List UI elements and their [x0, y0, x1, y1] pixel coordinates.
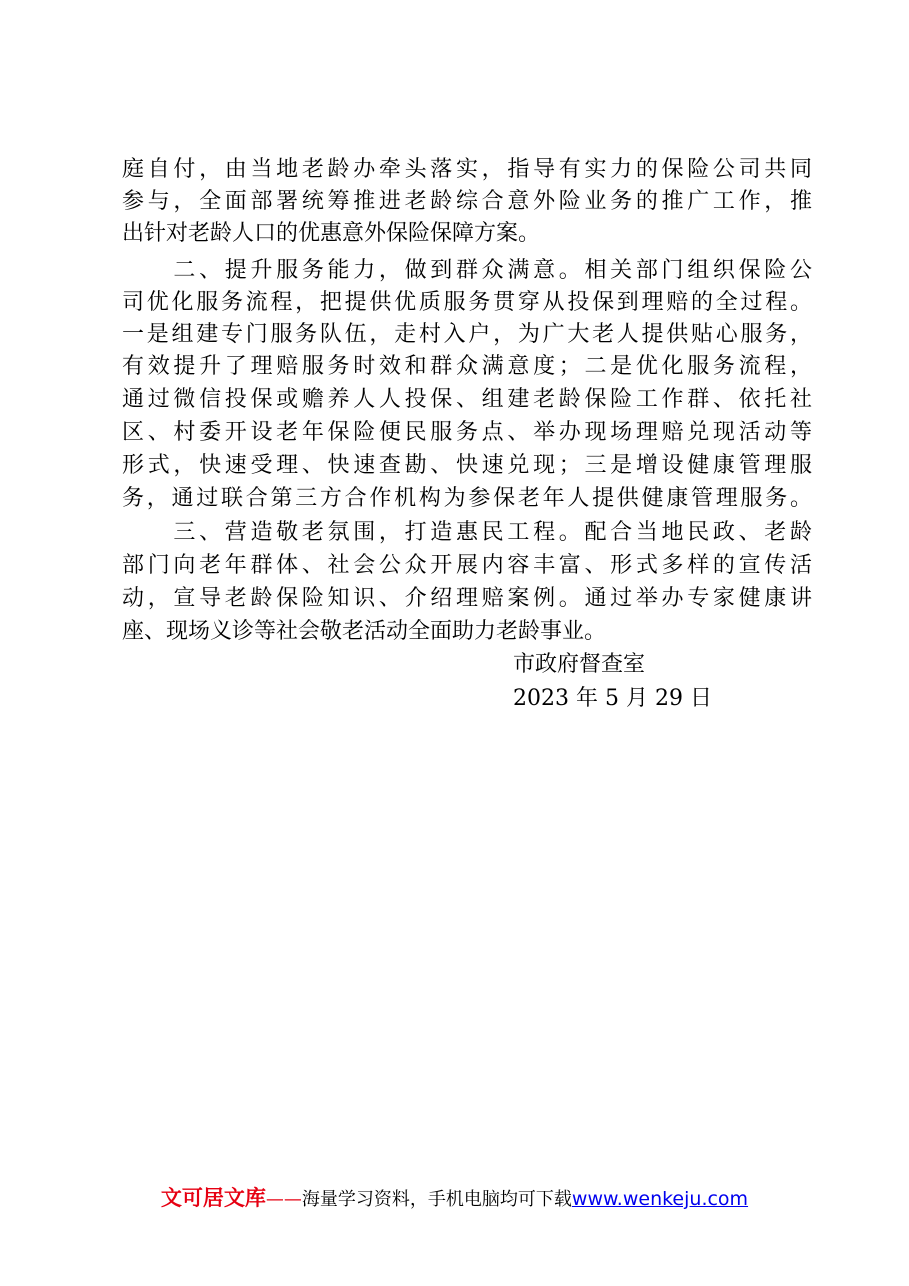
body-line-2: 参与，全面部署统筹推进老龄综合意外险业务的推广工作，推: [122, 189, 812, 214]
body-line-6: 一是组建专门服务队伍，走村入户，为广大老人提供贴心服务，: [122, 322, 812, 347]
body-line-9: 区、村委开设老年保险便民服务点、举办现场理赔兑现活动等: [122, 420, 812, 445]
body-line-7: 有效提升了理赔服务时效和群众满意度；二是优化服务流程，: [122, 354, 812, 379]
body-line-13: 部门向老年群体、社会公众开展内容丰富、形式多样的宣传活: [122, 553, 812, 578]
body-line-10: 形式，快速受理、快速查勘、快速兑现；三是增设健康管理服: [122, 453, 812, 478]
body-line-15: 座、现场义诊等社会敬老活动全面助力老龄事业。: [122, 619, 607, 644]
body-line-8: 通过微信投保或赡养人人投保、组建老龄保险工作群、依托社: [122, 387, 812, 412]
footer-separator: ——: [265, 1189, 302, 1210]
body-line-14: 动，宣导老龄保险知识、介绍理赔案例。通过举办专家健康讲: [122, 586, 812, 611]
body-line-4: 二、提升服务能力，做到群众满意。相关部门组织保险公: [122, 258, 812, 283]
footer-banner: [0, 1182, 909, 1212]
signature-date: 2023 年 5 月 29 日: [513, 686, 712, 711]
signature-office: 市政府督查室: [513, 652, 646, 677]
body-line-11: 务，通过联合第三方合作机构为参保老年人提供健康管理服务。: [122, 486, 812, 511]
body-line-3: 出针对老龄人口的优惠意外保险保障方案。: [122, 221, 541, 246]
body-line-1: 庭自付，由当地老龄办牵头落实，指导有实力的保险公司共同: [122, 157, 812, 182]
body-line-12: 三、营造敬老氛围，打造惠民工程。配合当地民政、老龄: [122, 520, 812, 545]
footer-slogan: 海量学习资料，手机电脑均可下载: [301, 1189, 572, 1210]
footer-website-link[interactable]: www.wenkeju.com: [571, 1188, 749, 1210]
footer-brand: 文可居文库: [160, 1186, 266, 1210]
body-line-5: 司优化服务流程，把提供优质服务贯穿从投保到理赔的全过程。: [122, 290, 812, 315]
